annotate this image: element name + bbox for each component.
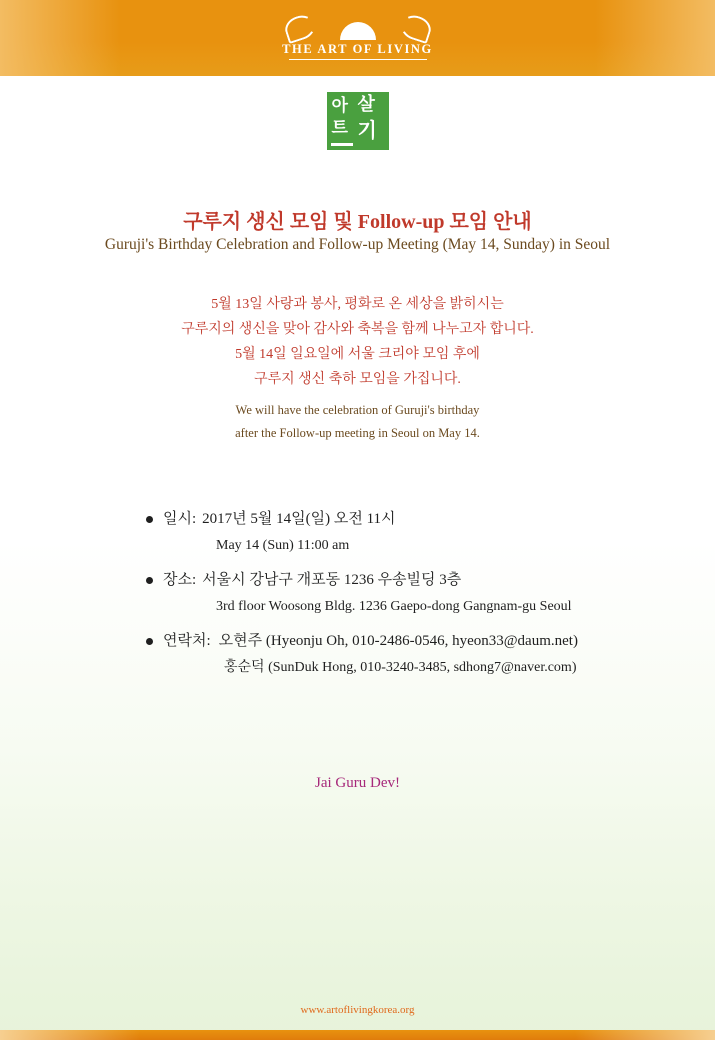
detail-item-location	[146, 569, 686, 618]
detail-sub-location: 3rd floor Woosong Bldg. 1236 Gaepo-dong Gangnam-gu Seoul	[216, 599, 572, 614]
korea-mark-bar	[331, 143, 353, 146]
footer-band	[0, 1030, 715, 1040]
header-band	[0, 0, 715, 76]
art-of-living-logo	[273, 12, 443, 66]
event-details-list	[146, 508, 686, 691]
body-korean-line-2: 구루지의 생신을 맞아 감사와 축복을 함께 나누고자 합니다.	[181, 322, 534, 337]
page-title-english: Guruji's Birthday Celebration and Follow-up Meeting (May 14, Sunday) in Seoul	[104, 236, 611, 253]
bullet-icon	[146, 638, 153, 645]
detail-sub-contact: 홍순덕 (SunDuk Hong, 010-3240-3485, sdhong7@naver.com)	[224, 660, 577, 675]
header-gradient-right	[595, 0, 715, 76]
footer-gradient-right	[575, 1030, 715, 1040]
footer-gradient-left	[0, 1030, 140, 1040]
leaf-swirl-right-icon	[398, 12, 434, 44]
detail-value-location: 서울시 강남구 개포동 1236 우송빌딩 3층	[202, 572, 462, 588]
detail-main-datetime	[146, 508, 686, 530]
body-paragraph-english	[0, 399, 715, 445]
body-english-line-2: after the Follow-up meeting in Seoul on May 14.	[235, 426, 480, 440]
detail-item-datetime	[146, 508, 686, 557]
detail-main-location	[146, 569, 686, 591]
detail-label-contact: 연락처:	[163, 633, 211, 649]
detail-value-contact: 오현주 (Hyeonju Oh, 010-2486-0546, hyeon33@daum.net)	[218, 633, 578, 649]
art-of-living-korea-mark-icon	[327, 92, 389, 150]
body-paragraph-korean	[0, 292, 715, 392]
body-english-line-1: We will have the celebration of Guruji's birthday	[235, 403, 480, 417]
korea-mark-glyphs	[331, 96, 385, 146]
logo-wordmark: THE ART OF LIVING	[282, 42, 433, 56]
korea-mark-glyph-1: 아	[331, 96, 348, 116]
leaf-swirl-left-icon	[282, 12, 318, 44]
sunrise-logo-icon	[283, 12, 433, 40]
detail-label-location: 장소:	[163, 572, 197, 588]
footer-website-url[interactable]: www.artoflivingkorea.org	[300, 1004, 415, 1016]
body-korean-line-1: 5월 13일 사랑과 봉사, 평화로 온 세상을 밝히시는	[211, 297, 504, 312]
bullet-icon	[146, 516, 153, 523]
header-gradient-left	[0, 0, 120, 76]
bullet-icon	[146, 577, 153, 584]
korea-mark-glyph-2: 살	[357, 94, 375, 115]
detail-sub-datetime: May 14 (Sun) 11:00 am	[216, 538, 350, 553]
body-korean-line-4: 구루지 생신 축하 모임을 가집니다.	[254, 372, 461, 387]
detail-label-datetime: 일시:	[163, 511, 197, 527]
korea-mark-glyph-3: 트	[331, 118, 348, 138]
body-korean-line-3: 5월 14일 일요일에 서울 크리야 모임 후에	[235, 347, 480, 362]
detail-value-datetime: 2017년 5월 14일(일) 오전 11시	[202, 511, 396, 527]
closing-greeting: Jai Guru Dev!	[315, 775, 400, 791]
page-title-korean: 구루지 생신 모임 및 Follow-up 모임 안내	[183, 211, 532, 233]
detail-item-contact	[146, 630, 686, 679]
detail-main-contact	[146, 630, 686, 652]
logo-underline	[289, 59, 427, 60]
korea-mark-glyph-4: 기	[357, 118, 377, 142]
